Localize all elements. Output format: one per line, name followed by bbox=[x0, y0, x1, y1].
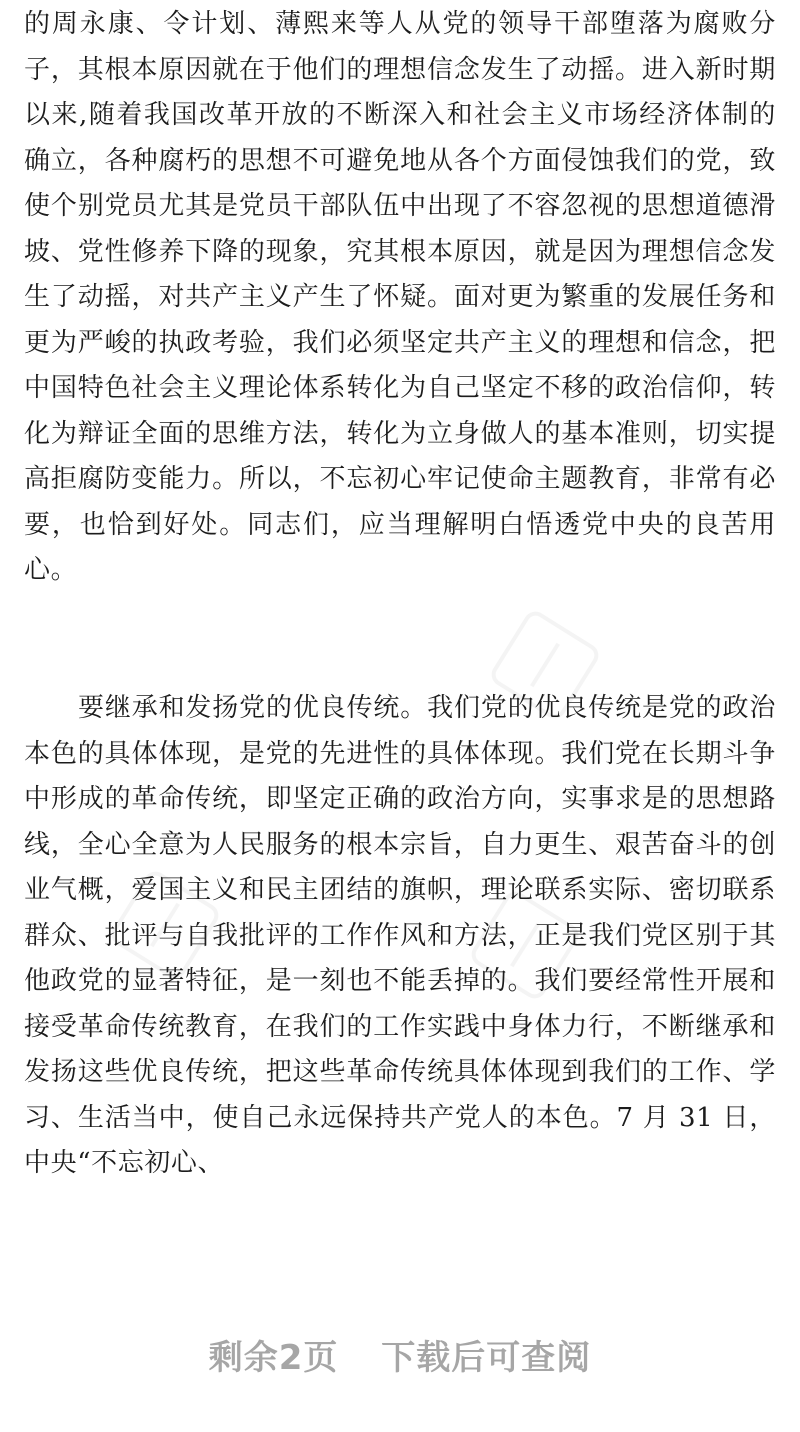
remaining-pages-label: 剩余2页 bbox=[208, 1338, 339, 1378]
download-hint-label: 下载后可查阅 bbox=[381, 1338, 592, 1378]
paragraph-2-lead-sentence: 要继承和发扬党的优良传统。 bbox=[78, 693, 428, 723]
body-paragraph-2 bbox=[24, 686, 776, 1187]
download-prompt[interactable] bbox=[0, 1330, 800, 1379]
paragraph-2-body: 我们党的优良传统是党的政治本色的具体体现，是党的先进性的具体体现。我们党在长期斗争中形成的革命传统，即坚定正确的政治方向，实事求是的思想路线，全心全意为人民服务的根本宗旨，自力更生、艰苦奋斗的创业气概，爱国主义和民主团结的旗帜，理论联系实际、密切联系群众、批评与自我批评的工作作风和方法，正是我们党区别于其他政党的显著特征，是一刻也不能丢掉的。我们要经常性开展和接受革命传统教育，在我们的工作实践中身体力行，不断继承和发扬这些优良传统，把这些革命传统具体体现到我们的工作、学习、生活当中，使自己永远保持共产党人的本色。7 月 31 日，中央“不忘初心、 bbox=[24, 693, 776, 1178]
body-paragraph-1: 的周永康、令计划、薄熙来等人从党的领导干部堕落为腐败分子，其根本原因就在于他们的理想信念发生了动摇。进入新时期以来,随着我国改革开放的不断深入和社会主义市场经济体制的确立，各种腐朽的思想不可避免地从各个方面侵蚀我们的党，致使个别党员尤其是党员干部队伍中出现了不容忽视的思想道德滑坡、党性修养下降的现象，究其根本原因，就是因为理想信念发生了动摇，对共产主义产生了怀疑。面对更为繁重的发展任务和更为严峻的执政考验，我们必须坚定共产主义的理想和信念，把中国特色社会主义理论体系转化为自己坚定不移的政治信仰，转化为辩证全面的思维方法，转化为立身做人的基本准则，切实提高拒腐防变能力。所以，不忘初心牢记使命主题教育，非常有必要，也恰到好处。同志们，应当理解明白悟透党中央的良苦用心。 bbox=[24, 9, 776, 585]
